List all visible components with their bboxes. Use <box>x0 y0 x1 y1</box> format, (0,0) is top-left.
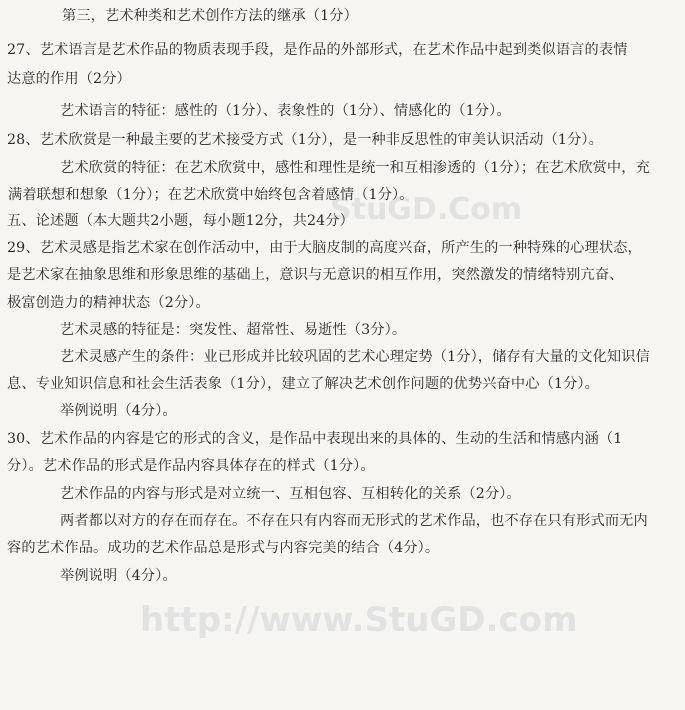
text-line-2: 27、艺术语言是艺术作品的物质表现手段，是作品的外部形式，在艺术作品中起到类似语言的表情 <box>7 42 628 58</box>
text-line-1: 第三，艺术种类和艺术创作方法的继承（1分） <box>62 8 358 24</box>
text-line-5: 28、艺术欣赏是一种最主要的艺术接受方式（1分），是一种非反思性的审美认识活动（1分）。 <box>7 132 604 148</box>
text-line-21: 举例说明（4分）。 <box>60 568 177 584</box>
text-line-12: 艺术灵感的特征是：突发性、超常性、易逝性（3分）。 <box>60 322 407 338</box>
text-line-4: 艺术语言的特征：感性的（1分）、表象性的（1分）、情感化的（1分）。 <box>60 103 511 119</box>
text-line-7: 满着联想和想象（1分）；在艺术欣赏中始终包含着感情（1分）。 <box>8 187 414 203</box>
text-line-15: 举例说明（4分）。 <box>60 403 177 419</box>
text-line-9: 29、艺术灵感是指艺术家在创作活动中，由于大脑皮制的高度兴奋，所产生的一种特殊的心理状态， <box>7 240 642 256</box>
text-line-20: 容的艺术作品。成功的艺术作品总是形式与内容完美的结合（4分）。 <box>7 540 440 556</box>
text-line-13: 艺术灵感产生的条件：业已形成并比较巩固的艺术心理定势（1分），储存有大量的文化知识信 <box>60 349 650 365</box>
text-line-14: 息、专业知识信息和社会生活表象（1分），建立了解决艺术创作问题的优势兴奋中心（1分）。 <box>7 376 599 392</box>
text-line-18: 艺术作品的内容与形式是对立统一、互相包容、互相转化的关系（2分）。 <box>60 486 521 502</box>
text-line-10: 是艺术家在抽象思维和形象思维的基础上，意识与无意识的相互作用，突然激发的情绪特别亢奋、 <box>7 267 624 283</box>
section-heading: 五、论述题（本大题共2小题，每小题12分，共24分） <box>7 213 354 229</box>
text-line-17: 分）。艺术作品的形式是作品内容具体存在的样式（1分）。 <box>7 458 375 474</box>
watermark-text-bottom: http://www.StuGD.com <box>140 600 578 640</box>
text-line-11: 极富创造力的精神状态（2分）。 <box>7 295 210 311</box>
watermark-text-top: StuGD.Com <box>330 192 523 227</box>
text-line-19: 两者都以对方的存在而存在。不存在只有内容而无形式的艺术作品，也不存在只有形式而无内 <box>60 513 648 529</box>
text-line-3: 达意的作用（2分） <box>7 71 131 87</box>
text-line-6: 艺术欣赏的特征：在艺术欣赏中，感性和理性是统一和互相渗透的（1分）；在艺术欣赏中，充 <box>60 160 650 176</box>
text-line-16: 30、艺术作品的内容是它的形式的含义，是作品中表现出来的具体的、生动的生活和情感内涵（1 <box>7 431 623 447</box>
